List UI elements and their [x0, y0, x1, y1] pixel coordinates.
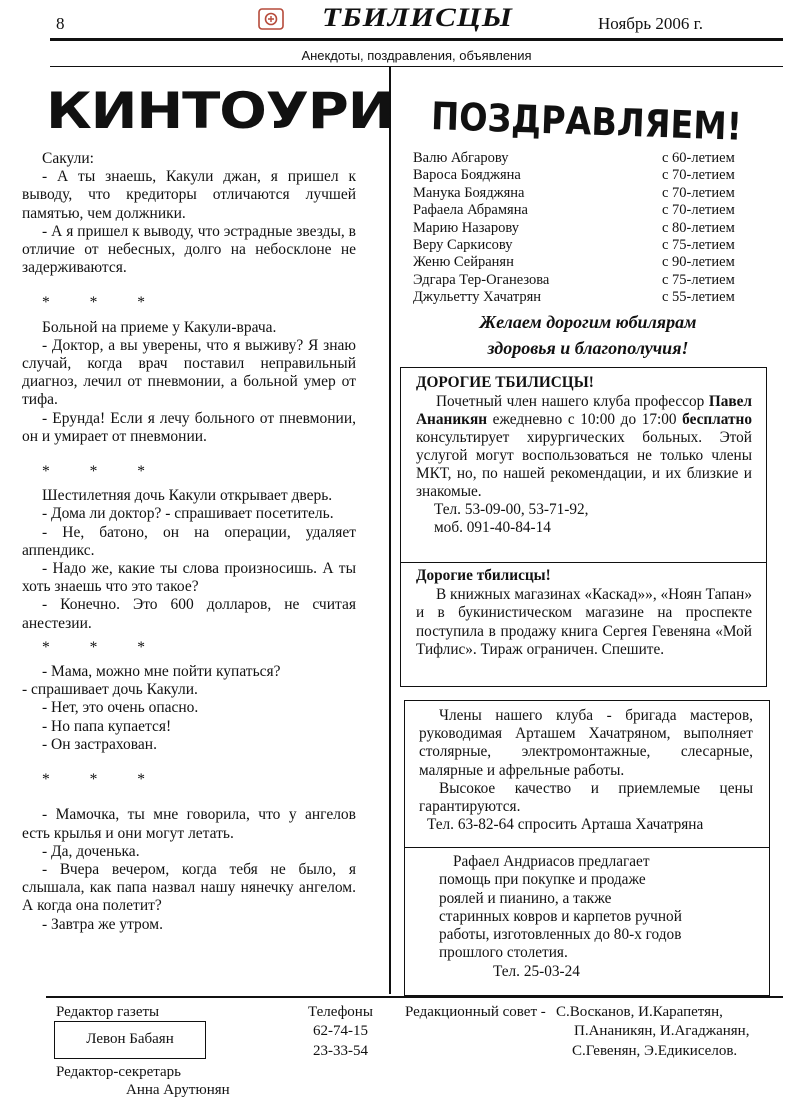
newspaper-masthead: ТБИЛИСЦЫ [322, 2, 513, 32]
craftsmen-ad [419, 707, 753, 834]
notice-mobile: моб. 091-40-84-14 [434, 519, 551, 536]
subtitle-rule [50, 66, 783, 67]
jubilee-wish [392, 309, 784, 361]
editorial-board-members: С.Гевенян, Э.Едикиселов. [572, 1043, 738, 1059]
greeting-anniversary: с 70-летием [662, 167, 735, 184]
greeting-name: Женю Сейранян [413, 254, 514, 271]
greeting-row [413, 167, 748, 184]
header-rule [50, 38, 783, 41]
greeting-anniversary: с 75-летием [662, 237, 735, 254]
piano-ad-line: Рафаел Андриасов предлагает [453, 853, 650, 870]
greeting-name: Вароса Бояджяна [413, 167, 521, 184]
joke-line: - А я пришел к выводу, что эстрадные звезды, в отличие от небесных, долго на небосклоне не задерживаются. [22, 222, 356, 277]
greeting-name: Рафаела Абрамяна [413, 202, 528, 219]
craftsmen-ad-quality: Высокое качество и приемлемые цены гарантируются. [419, 779, 753, 816]
greeting-row [413, 272, 748, 289]
jokes-heading: КИНТОУРИ [46, 82, 394, 140]
piano-ad [439, 853, 749, 981]
joke-line: - Ерунда! Если я лечу больного от пневмонии, он и умирает от пневмонии. [22, 409, 356, 445]
notice-text [416, 393, 752, 501]
section-subtitle: Анекдоты, поздравления, объявления [301, 48, 532, 63]
professor-name: Павел Ананикян [416, 393, 753, 428]
joke-line: - Надо же, какие ты слова произносишь. А ты хоть знаешь что это такое? [22, 560, 356, 596]
secretary-name: Анна Арутюнян [126, 1082, 230, 1098]
greeting-name: Марию Назарову [413, 219, 519, 236]
greeting-name: Валю Абгарову [413, 150, 509, 166]
joke-line: - Но папа купается! [42, 717, 172, 735]
greetings-heading: ПОЗДРАВЛЯЕМ! [430, 94, 743, 149]
book-notice-title: Дорогие тбилисцы! [416, 567, 551, 584]
phone-number: 23-33-54 [313, 1043, 368, 1059]
greeting-row [413, 237, 748, 254]
joke-line: - Доктор, а вы уверены, что я выживу? Я знаю случай, когда врач поставил неправильный диагноз, лечил от пневмонии, а больной умер от тифа. [22, 336, 356, 409]
club-emblem-icon [258, 8, 284, 30]
column-divider [389, 66, 391, 994]
editor-name: Левон Бабаян [54, 1021, 206, 1059]
joke-line: Больной на приеме у Какули-врача. [42, 318, 277, 336]
greeting-row [413, 289, 748, 306]
box-divider [401, 562, 766, 563]
greeting-row [413, 185, 748, 202]
joke-line: - Мама, можно мне пойти купаться? [42, 663, 281, 681]
wish-line: здоровья и благополучия! [487, 338, 689, 358]
piano-ad-line: старинных ковров и карпетов ручной [439, 907, 682, 925]
joke-line: - Дома ли доктор? - спрашивает посетитель. [42, 505, 334, 523]
free-label: бесплатно [682, 411, 752, 428]
joke-line: - Завтра же утром. [42, 915, 163, 933]
services-ads-box [404, 700, 770, 996]
consultation-notice [416, 374, 752, 537]
box-divider [405, 847, 769, 848]
piano-ad-line: работы, изготовленных до 80-х годов [439, 926, 682, 944]
phone-number: 62-74-15 [313, 1023, 368, 1039]
joke-line: - Конечно. Это 600 долларов, не считая анестезии. [22, 596, 356, 632]
joke-line: - Вчера вечером, когда тебя не было, я слышала, как папа назвал нашу нянечку ангелом. А когда она полетит? [22, 860, 356, 915]
separator-stars: * * * [42, 771, 163, 789]
greeting-row [413, 254, 748, 271]
greeting-anniversary: с 55-летием [662, 289, 735, 306]
secretary-label: Редактор-секретарь [56, 1064, 182, 1080]
wish-line: Желаем дорогим юбилярам [479, 312, 697, 332]
consultation-announcement-box [400, 367, 767, 687]
editor-label: Редактор газеты [56, 1004, 160, 1020]
craftsmen-ad-text: Члены нашего клуба - бригада мастеров, руководимая Арташем Хачатряном, выполняет столярные, электромонтажные, слесарные, малярные и афрельные работы. [419, 707, 753, 779]
greeting-anniversary: с 60-летием [662, 150, 735, 166]
piano-ad-line: прошлого столетия. [439, 944, 568, 962]
piano-ad-line: роялей и пианино, а также [439, 889, 612, 907]
editorial-board-members: П.Ананикян, И.Агаджанян, [574, 1023, 750, 1039]
craftsmen-ad-phone: Тел. 63-82-64 спросить Арташа Хачатряна [427, 816, 704, 834]
separator-stars: * * * [42, 463, 163, 481]
editorial-board-members: С.Восканов, И.Карапетян, [556, 1004, 723, 1020]
greeting-anniversary: с 70-летием [662, 184, 735, 201]
separator-stars: * * * [42, 294, 163, 312]
notice-text-part: Почетный член нашего клуба профессор [436, 393, 705, 410]
issue-date: Ноябрь 2006 г. [598, 14, 703, 33]
footer-rule [46, 996, 783, 998]
joke-line: - Нет, это очень опасно. [42, 699, 199, 717]
joke-line: - Он застрахован. [42, 735, 157, 753]
joke-line: Шестилетняя дочь Какули открывает дверь. [42, 487, 333, 505]
joke-line: - Не, батоно, он на операции, удаляет аппендикс. [22, 523, 356, 559]
notice-text-part: ежедневно с 10:00 до 17:00 [487, 411, 683, 428]
greeting-anniversary: с 90-летием [662, 254, 735, 271]
book-notice [416, 567, 752, 660]
greetings-list [413, 150, 748, 307]
greeting-name: Манука Бояджяна [413, 184, 525, 201]
greeting-name: Эдгара Тер-Оганезова [413, 271, 550, 288]
joke-line: - А ты знаешь, Какули джан, я пришел к выводу, что кредиторы отличаются лучшей памятью, чем должники. [22, 168, 356, 222]
joke-line: - Мамочка, ты мне говорила, что у ангелов есть крылья и они могут летать. [22, 806, 356, 842]
page-number: 8 [56, 14, 65, 33]
greeting-anniversary: с 70-летием [662, 202, 735, 219]
phones-label: Телефоны [308, 1004, 373, 1020]
greeting-anniversary: с 80-летием [662, 219, 735, 236]
piano-ad-line: помощь при покупке и продаже [439, 871, 646, 889]
joke-line: - Да, доченька. [42, 842, 140, 860]
greeting-name: Веру Саркисову [413, 237, 513, 254]
jokes-column [22, 150, 356, 934]
editorial-board-label: Редакционный совет - [405, 1004, 546, 1020]
greeting-row [413, 150, 748, 167]
greeting-name: Джульетту Хачатрян [413, 289, 542, 306]
notice-title: ДОРОГИЕ ТБИЛИСЦЫ! [416, 374, 594, 391]
book-notice-text: В книжных магазинах «Каскад»», «Ноян Тапан» и в букинистическом магазине на проспекте поступила в продажу книга Сергея Гевеняна «Мой Тифлис». Тираж ограничен. Спешите. [416, 585, 752, 659]
piano-ad-phone: Тел. 25-03-24 [493, 962, 580, 980]
joke-line: Сакули: [42, 150, 94, 167]
notice-text-part: консультирует хирургических больных. Этой услугой могут воспользоваться не только члены МКТ, но, по нашей рекомендации, и их близкие и знакомые. [416, 429, 752, 500]
joke-line: - спрашивает дочь Какули. [22, 681, 198, 699]
greeting-row [413, 220, 748, 237]
greeting-anniversary: с 75-летием [662, 271, 735, 288]
separator-stars: * * * [42, 638, 163, 656]
notice-phones: Тел. 53-09-00, 53-71-92, [434, 501, 589, 518]
greeting-row [413, 202, 748, 219]
